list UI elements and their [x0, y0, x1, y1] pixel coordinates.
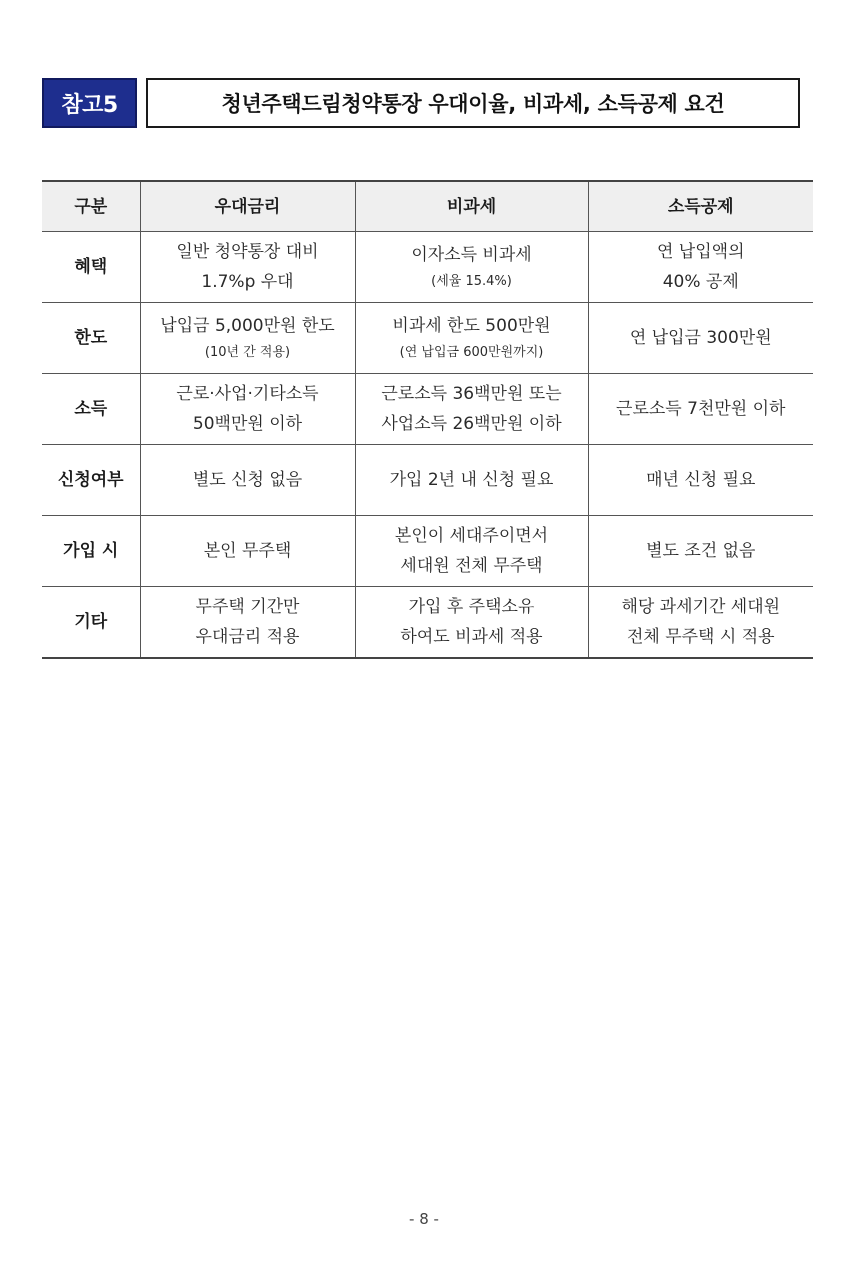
table-cell [355, 445, 588, 516]
title-row [42, 78, 800, 128]
table-row [42, 445, 813, 516]
table-cell [588, 374, 813, 445]
row-header: 소득 [42, 374, 140, 445]
table-header-row [42, 181, 813, 232]
cell-text: 연 납입금 300만원 [629, 328, 772, 348]
cell-text: 50백만원 이하 [192, 414, 303, 434]
cell-text: 별도 신청 없음 [192, 470, 303, 490]
table-cell [588, 516, 813, 587]
row-header: 혜택 [42, 232, 140, 303]
column-header: 소득공제 [588, 181, 813, 232]
table-cell [355, 516, 588, 587]
column-header: 비과세 [355, 181, 588, 232]
reference-badge: 참고5 [42, 78, 137, 128]
cell-text: 본인이 세대주이면서 [394, 526, 549, 546]
cell-text: 납입금 5,000만원 한도 [160, 316, 335, 336]
table-cell [588, 303, 813, 374]
cell-text: 별도 조건 없음 [646, 541, 756, 561]
table-row [42, 303, 813, 374]
table-row [42, 374, 813, 445]
cell-text: 40% 공제 [662, 272, 739, 292]
table-cell [140, 445, 355, 516]
cell-text: 해당 과세기간 세대원 [621, 596, 781, 617]
table-cell [140, 516, 355, 587]
cell-text: 이자소득 비과세 [411, 245, 532, 265]
cell-text: 전체 무주택 시 적용 [626, 626, 775, 647]
cell-note: (세율 15.4%) [431, 274, 512, 289]
table-cell [588, 587, 813, 658]
table-cell [355, 303, 588, 374]
table-cell [140, 232, 355, 303]
cell-text: 본인 무주택 [203, 541, 292, 561]
column-header: 우대금리 [140, 181, 355, 232]
table-cell [588, 232, 813, 303]
table-row [42, 516, 813, 587]
column-header: 구분 [42, 181, 140, 232]
page-number: - 8 - [409, 1210, 439, 1228]
cell-note: (10년 간 적용) [204, 345, 291, 360]
cell-text: 우대금리 적용 [195, 626, 300, 647]
table-cell [140, 587, 355, 658]
row-header: 기타 [42, 587, 140, 658]
table-cell [140, 374, 355, 445]
cell-text: 근로소득 7천만원 이하 [616, 399, 786, 419]
cell-text: 무주택 기간만 [195, 596, 300, 617]
document-title: 청년주택드림청약통장 우대이율, 비과세, 소득공제 요건 [146, 78, 800, 128]
table-row [42, 232, 813, 303]
cell-text: 근로소득 36백만원 또는 [381, 384, 562, 404]
table-cell [588, 445, 813, 516]
cell-text: 세대원 전체 무주택 [400, 556, 543, 576]
row-header: 신청여부 [42, 445, 140, 516]
cell-text: 가입 2년 내 신청 필요 [389, 470, 554, 490]
table-body [42, 232, 813, 658]
table-cell [355, 232, 588, 303]
cell-text: 매년 신청 필요 [646, 470, 756, 490]
requirements-table [42, 180, 813, 659]
row-header: 가입 시 [42, 516, 140, 587]
cell-text: 하여도 비과세 적용 [400, 626, 543, 647]
row-header: 한도 [42, 303, 140, 374]
cell-text: 사업소득 26백만원 이하 [381, 414, 562, 434]
cell-note: (연 납입금 600만원까지) [399, 345, 544, 360]
cell-text: 연 납입액의 [656, 242, 745, 262]
cell-text: 비과세 한도 500만원 [392, 316, 551, 336]
table-row [42, 587, 813, 658]
cell-text: 1.7%p 우대 [201, 272, 294, 292]
table-cell [355, 374, 588, 445]
cell-text: 일반 청약통장 대비 [176, 242, 319, 262]
cell-text: 가입 후 주택소유 [408, 596, 535, 617]
cell-text: 근로·사업·기타소득 [176, 384, 319, 404]
table-cell [355, 587, 588, 658]
table-cell [140, 303, 355, 374]
